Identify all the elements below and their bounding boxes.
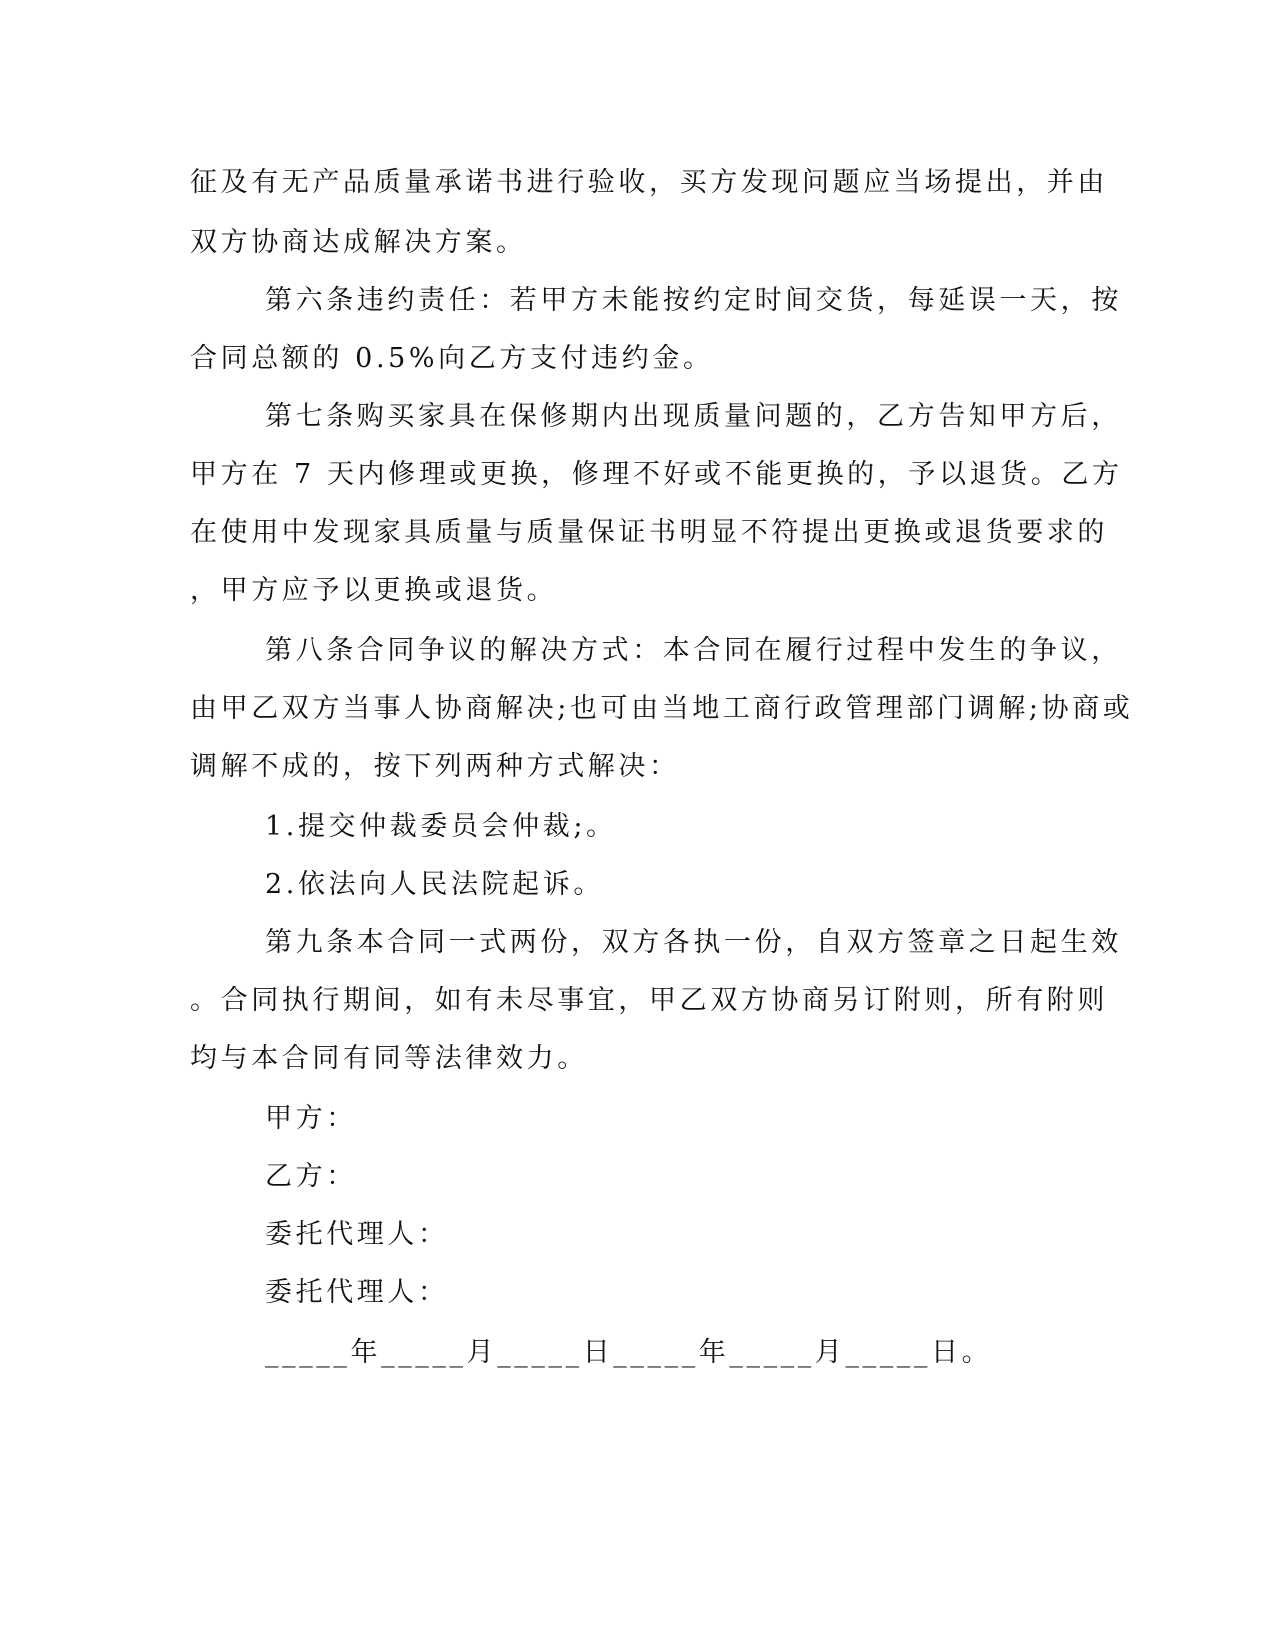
clause-6-text-line-2: 合同总额的 0.5%向乙方支付违约金。 — [190, 343, 714, 374]
dispute-option-1: 1.提交仲裁委员会仲裁;。 — [265, 811, 617, 842]
clause-9-text-line-2: 。合同执行期间，如有未尽事宜，甲乙双方协商另订附则，所有附则 — [190, 985, 1108, 1016]
clause-5-text-line-1: 征及有无产品质量承诺书进行验收，买方发现问题应当场提出，并由 — [190, 167, 1108, 198]
clause-5-text-line-2: 双方协商达成解决方案。 — [190, 227, 527, 258]
clause-6-text-line-1: 第六条违约责任：若甲方未能按约定时间交货，每延误一天，按 — [265, 285, 1122, 316]
agent-a-signature-label: 委托代理人： — [265, 1219, 449, 1250]
clause-7-text-line-4: ，甲方应予以更换或退货。 — [190, 575, 558, 606]
clause-9-text-line-3: 均与本合同有同等法律效力。 — [190, 1043, 588, 1074]
signing-date-line: _____年_____月_____日_____年_____月_____日。 — [265, 1337, 993, 1368]
dispute-option-2: 2.依法向人民法院起诉。 — [265, 869, 604, 900]
clause-8-text-line-1: 第八条合同争议的解决方式：本合同在履行过程中发生的争议， — [265, 635, 1122, 666]
clause-9-text-line-1: 第九条本合同一式两份，双方各执一份，自双方签章之日起生效 — [265, 927, 1122, 958]
clause-8-text-line-3: 调解不成的，按下列两种方式解决： — [190, 751, 680, 782]
agent-b-signature-label: 委托代理人： — [265, 1277, 449, 1308]
clause-7-text-line-2: 甲方在 7 天内修理或更换，修理不好或不能更换的，予以退货。乙方 — [190, 459, 1123, 490]
clause-8-text-line-2: 由甲乙双方当事人协商解决;也可由当地工商行政管理部门调解;协商或 — [190, 693, 1134, 724]
clause-7-text-line-1: 第七条购买家具在保修期内出现质量问题的，乙方告知甲方后， — [265, 401, 1122, 432]
party-b-signature-label: 乙方： — [265, 1161, 357, 1192]
clause-7-text-line-3: 在使用中发现家具质量与质量保证书明显不符提出更换或退货要求的 — [190, 517, 1108, 548]
party-a-signature-label: 甲方： — [265, 1103, 357, 1134]
